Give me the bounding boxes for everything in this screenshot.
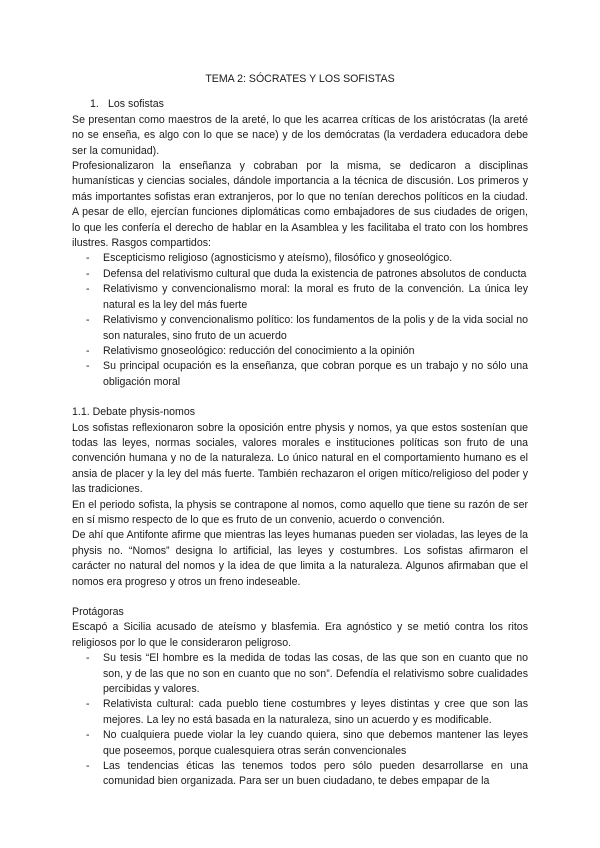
paragraph: Profesionalizaron la enseñanza y cobraban por la misma, se dedicaron a disciplinas humanísticas y ciencias sociales, dándole importancia a la técnica de discusión. Los primeros y más importantes sofistas eran extranjeros, por lo que no tenían derechos políticos en la ciudad. A pesar de ello, ejercían funciones diplomáticas como embajadores de sus ciudades de origen, lo que les confería el derecho de hablar en la Asamblea y les facilitaba el trato con los hombres ilustres. Rasgos compartidos: bbox=[72, 160, 528, 250]
section-number: 1. bbox=[90, 98, 99, 111]
paragraph: De ahí que Antifonte afirme que mientras las leyes humanas pueden ser violadas, las leyes de la physis no. “Nomos” designa lo artificial, las leyes y costumbres. Los sofistas afirmaron el carácter no natural del nomos y la idea de que limita a la naturaleza. Algunos afirmaban que el nomos era progreso y otros un freno indeseable. bbox=[72, 529, 528, 588]
list-item: - Relativismo y convencionalismo político: los fundamentos de la polis y de la vida social no son naturales, sino fruto de un acuerdo bbox=[72, 313, 528, 344]
list-item: - Escepticismo religioso (agnosticismo y ateísmo), filosófico y gnoseológico. bbox=[72, 251, 528, 266]
list-item: - Las tendencias éticas las tenemos todos pero sólo pueden desarrollarse en una comunidad bien organizada. Para ser un buen ciudadano, te debes empapar de la bbox=[72, 759, 528, 790]
protagoras-list bbox=[72, 651, 528, 790]
list-item: - Relativista cultural: cada pueblo tiene costumbres y leyes distintas y cree que son las mejores. La ley no está basada en la naturaleza, sino un acuerdo y es modificable. bbox=[72, 697, 528, 728]
list-item: - No cualquiera puede violar la ley cuando quiera, sino que debemos mantener las leyes que poseemos, porque cualesquiera otras serán convencionales bbox=[72, 728, 528, 759]
document-page bbox=[72, 72, 528, 790]
section-heading-physis-nomos: 1.1. Debate physis-nomos bbox=[72, 406, 196, 419]
list-item: - Su tesis “El hombre es la medida de todas las cosas, de las que son en cuanto que no son, y de las que no son en cuanto que no son”. Defendía el relativismo sobre cualidades percibidas y valores. bbox=[72, 651, 528, 697]
paragraph: Se presentan como maestros de la areté, lo que les acarrea críticas de los aristócratas (la areté no se enseña, es algo con lo que se nace) y de los demócratas (la verdadera educadora debe ser la comunidad). bbox=[72, 113, 528, 157]
list-item: - Su principal ocupación es la enseñanza, que cobran porque es un trabajo y no sólo una obligación moral bbox=[72, 359, 528, 390]
paragraph: En el periodo sofista, la physis se contrapone al nomos, como aquello que tiene su razón de ser en sí mismo respecto de lo que es fruto de un convenio, acuerdo o convención. bbox=[72, 498, 528, 526]
paragraph: Escapó a Sicilia acusado de ateísmo y blasfemia. Era agnóstico y se metió contra los ritos religiosos por lo que le consideraron peligroso. bbox=[72, 621, 528, 649]
section-heading-protagoras: Protágoras bbox=[72, 606, 124, 618]
list-item: - Relativismo y convencionalismo moral: la moral es fruto de la convención. La única ley natural es la ley del más fuerte bbox=[72, 282, 528, 313]
list-item: - Relativismo gnoseológico: reducción del conocimiento a la opinión bbox=[72, 344, 528, 359]
traits-list bbox=[72, 251, 528, 390]
paragraph: Los sofistas reflexionaron sobre la oposición entre physis y nomos, ya que estos sostenían que todas las leyes, normas sociales, valores morales e instituciones políticas son fruto de una convención humana y no de la naturaleza. Lo único natural en el comportamiento humano es el ansia de placer y la ley del más fuerte. También rechazaron el origen mítico/religioso del poder y las tradiciones. bbox=[72, 421, 528, 496]
list-item: - Defensa del relativismo cultural que duda la existencia de patrones absolutos de conducta bbox=[72, 267, 528, 282]
section-heading-text: Los sofistas bbox=[108, 98, 164, 111]
document-title: TEMA 2: SÓCRATES Y LOS SOFISTAS bbox=[205, 73, 395, 85]
section-heading-sofistas bbox=[72, 97, 528, 112]
